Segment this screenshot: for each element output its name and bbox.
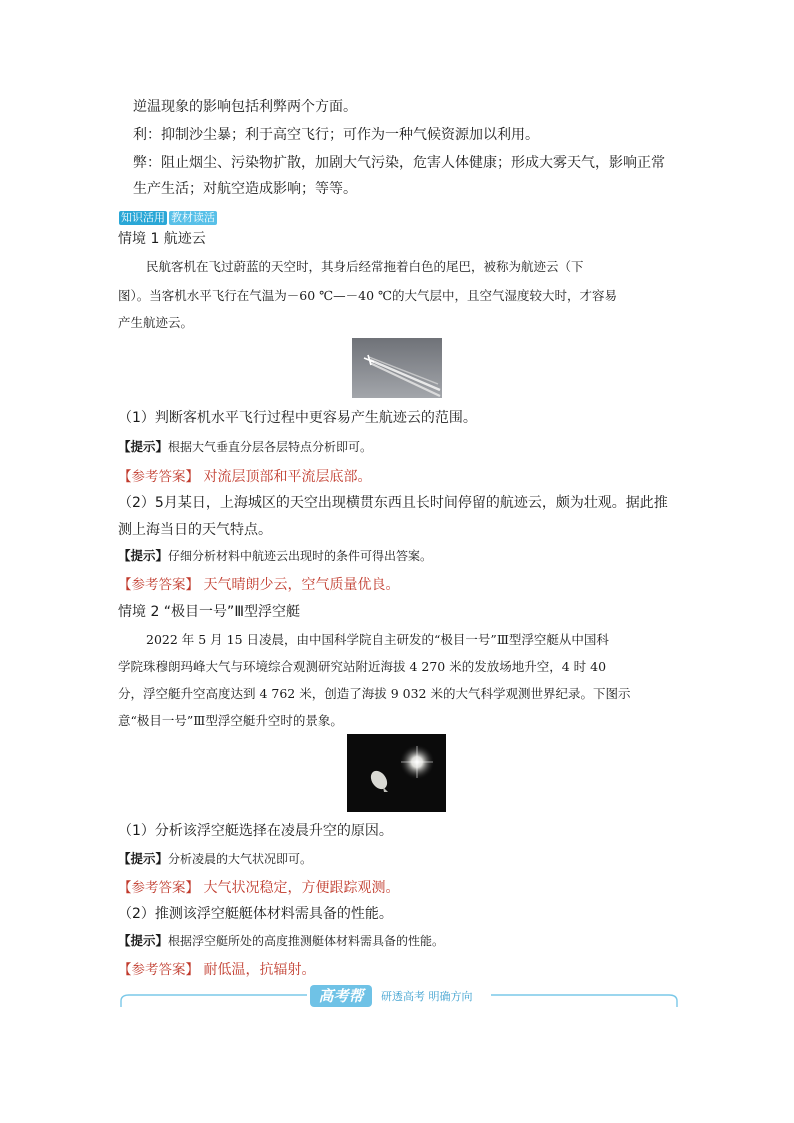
answer-label: 【参考答案】 <box>118 880 199 896</box>
scene1-hint1 <box>118 437 372 455</box>
scene2-q1: （1）分析该浮空艇选择在凌晨升空的原因。 <box>118 823 393 839</box>
answer-text: 耐低温，抗辐射。 <box>203 962 316 978</box>
scene1-q2-line2: 测上海当日的天气特点。 <box>118 522 272 538</box>
hint-label: 【提示】 <box>118 933 169 948</box>
scene2-title: 情境 2 “极目一号”Ⅲ型浮空艇 <box>118 604 300 620</box>
answer-label: 【参考答案】 <box>118 962 199 978</box>
scene1-para-3: 产生航迹云。 <box>118 315 194 330</box>
scene2-hint2 <box>118 931 444 949</box>
scene2-answer1 <box>118 876 399 897</box>
scene1-answer1 <box>118 465 371 486</box>
scene2-hint1 <box>118 849 312 867</box>
answer-label: 【参考答案】 <box>118 469 199 485</box>
scene1-answer2 <box>118 573 399 594</box>
benefit-label: 利： <box>133 127 161 143</box>
scene2-para-2: 学院珠穆朗玛峰大气与环境综合观测研究站附近海拔 4 270 米的发放场地升空，4 时 40 <box>118 659 607 674</box>
hint-text: 根据大气垂直分层各层特点分析即可。 <box>168 440 373 454</box>
scene2-answer2 <box>118 958 315 979</box>
tag-textbook: 教材读活 <box>171 211 215 224</box>
harm-label: 弊： <box>133 155 161 171</box>
scene1-q2-line1: （2）5月某日，上海城区的天空出现横贯东西且长时间停留的航迹云，颇为壮观。据此推 <box>118 495 668 511</box>
scene1-q1: （1）判断客机水平飞行过程中更容易产生航迹云的范围。 <box>118 410 477 426</box>
footer-logo <box>310 985 372 1007</box>
footer-banner <box>119 985 679 1009</box>
footer-brand: 高考帮 <box>318 987 364 1005</box>
answer-text: 天气晴朗少云，空气质量优良。 <box>203 577 400 593</box>
scene1-para-2: 图）。当客机水平飞行在气温为－60 ℃—－40 ℃的大气层中，且空气湿度较大时，才容易 <box>118 288 617 303</box>
scene1-title: 情境 1 航迹云 <box>118 231 206 247</box>
benefit-text: 抑制沙尘暴；利于高空飞行；可作为一种气候资源加以利用。 <box>161 127 539 143</box>
footer-slogan: 研透高考 明确方向 <box>381 990 473 1003</box>
hint-text: 分析凌晨的大气状况即可。 <box>168 852 313 866</box>
scene1-para-1: 民航客机在飞过蔚蓝的天空时，其身后经常拖着白色的尾巴，被称为航迹云（下 <box>146 259 584 274</box>
scene2-para-4: 意“极目一号”Ⅲ型浮空艇升空时的景象。 <box>118 713 343 728</box>
tag-knowledge: 知识活用 <box>121 211 165 224</box>
airship-photo <box>347 734 446 812</box>
benefit-line <box>133 120 539 150</box>
hint-label: 【提示】 <box>118 851 169 866</box>
harm-text: 阻止烟尘、污染物扩散，加剧大气污染，危害人体健康；形成大雾天气，影响正常 <box>161 155 665 171</box>
intro-line: 逆温现象的影响包括利弊两个方面。 <box>133 99 357 115</box>
section-tags <box>119 206 217 225</box>
hint-label: 【提示】 <box>118 548 169 563</box>
answer-text: 大气状况稳定，方便跟踪观测。 <box>203 880 400 896</box>
hint-text: 仔细分析材料中航迹云出现时的条件可得出答案。 <box>168 549 433 563</box>
answer-label: 【参考答案】 <box>118 577 199 593</box>
harm-line-2: 生产生活；对航空造成影响；等等。 <box>133 181 357 197</box>
scene2-q2: （2）推测该浮空艇艇体材料需具备的性能。 <box>118 906 393 922</box>
contrail-photo <box>352 338 442 398</box>
scene2-para-1: 2022 年 5 月 15 日凌晨，由中国科学院自主研发的“极目一号”Ⅲ型浮空艇从中国科 <box>146 632 609 647</box>
scene1-hint2 <box>118 546 432 564</box>
hint-text: 根据浮空艇所处的高度推测艇体材料需具备的性能。 <box>168 934 445 948</box>
answer-text: 对流层顶部和平流层底部。 <box>203 469 372 485</box>
hint-label: 【提示】 <box>118 439 169 454</box>
scene2-para-3: 分，浮空艇升空高度达到 4 762 米，创造了海拔 9 032 米的大气科学观测世界纪录。下图示 <box>118 686 631 701</box>
